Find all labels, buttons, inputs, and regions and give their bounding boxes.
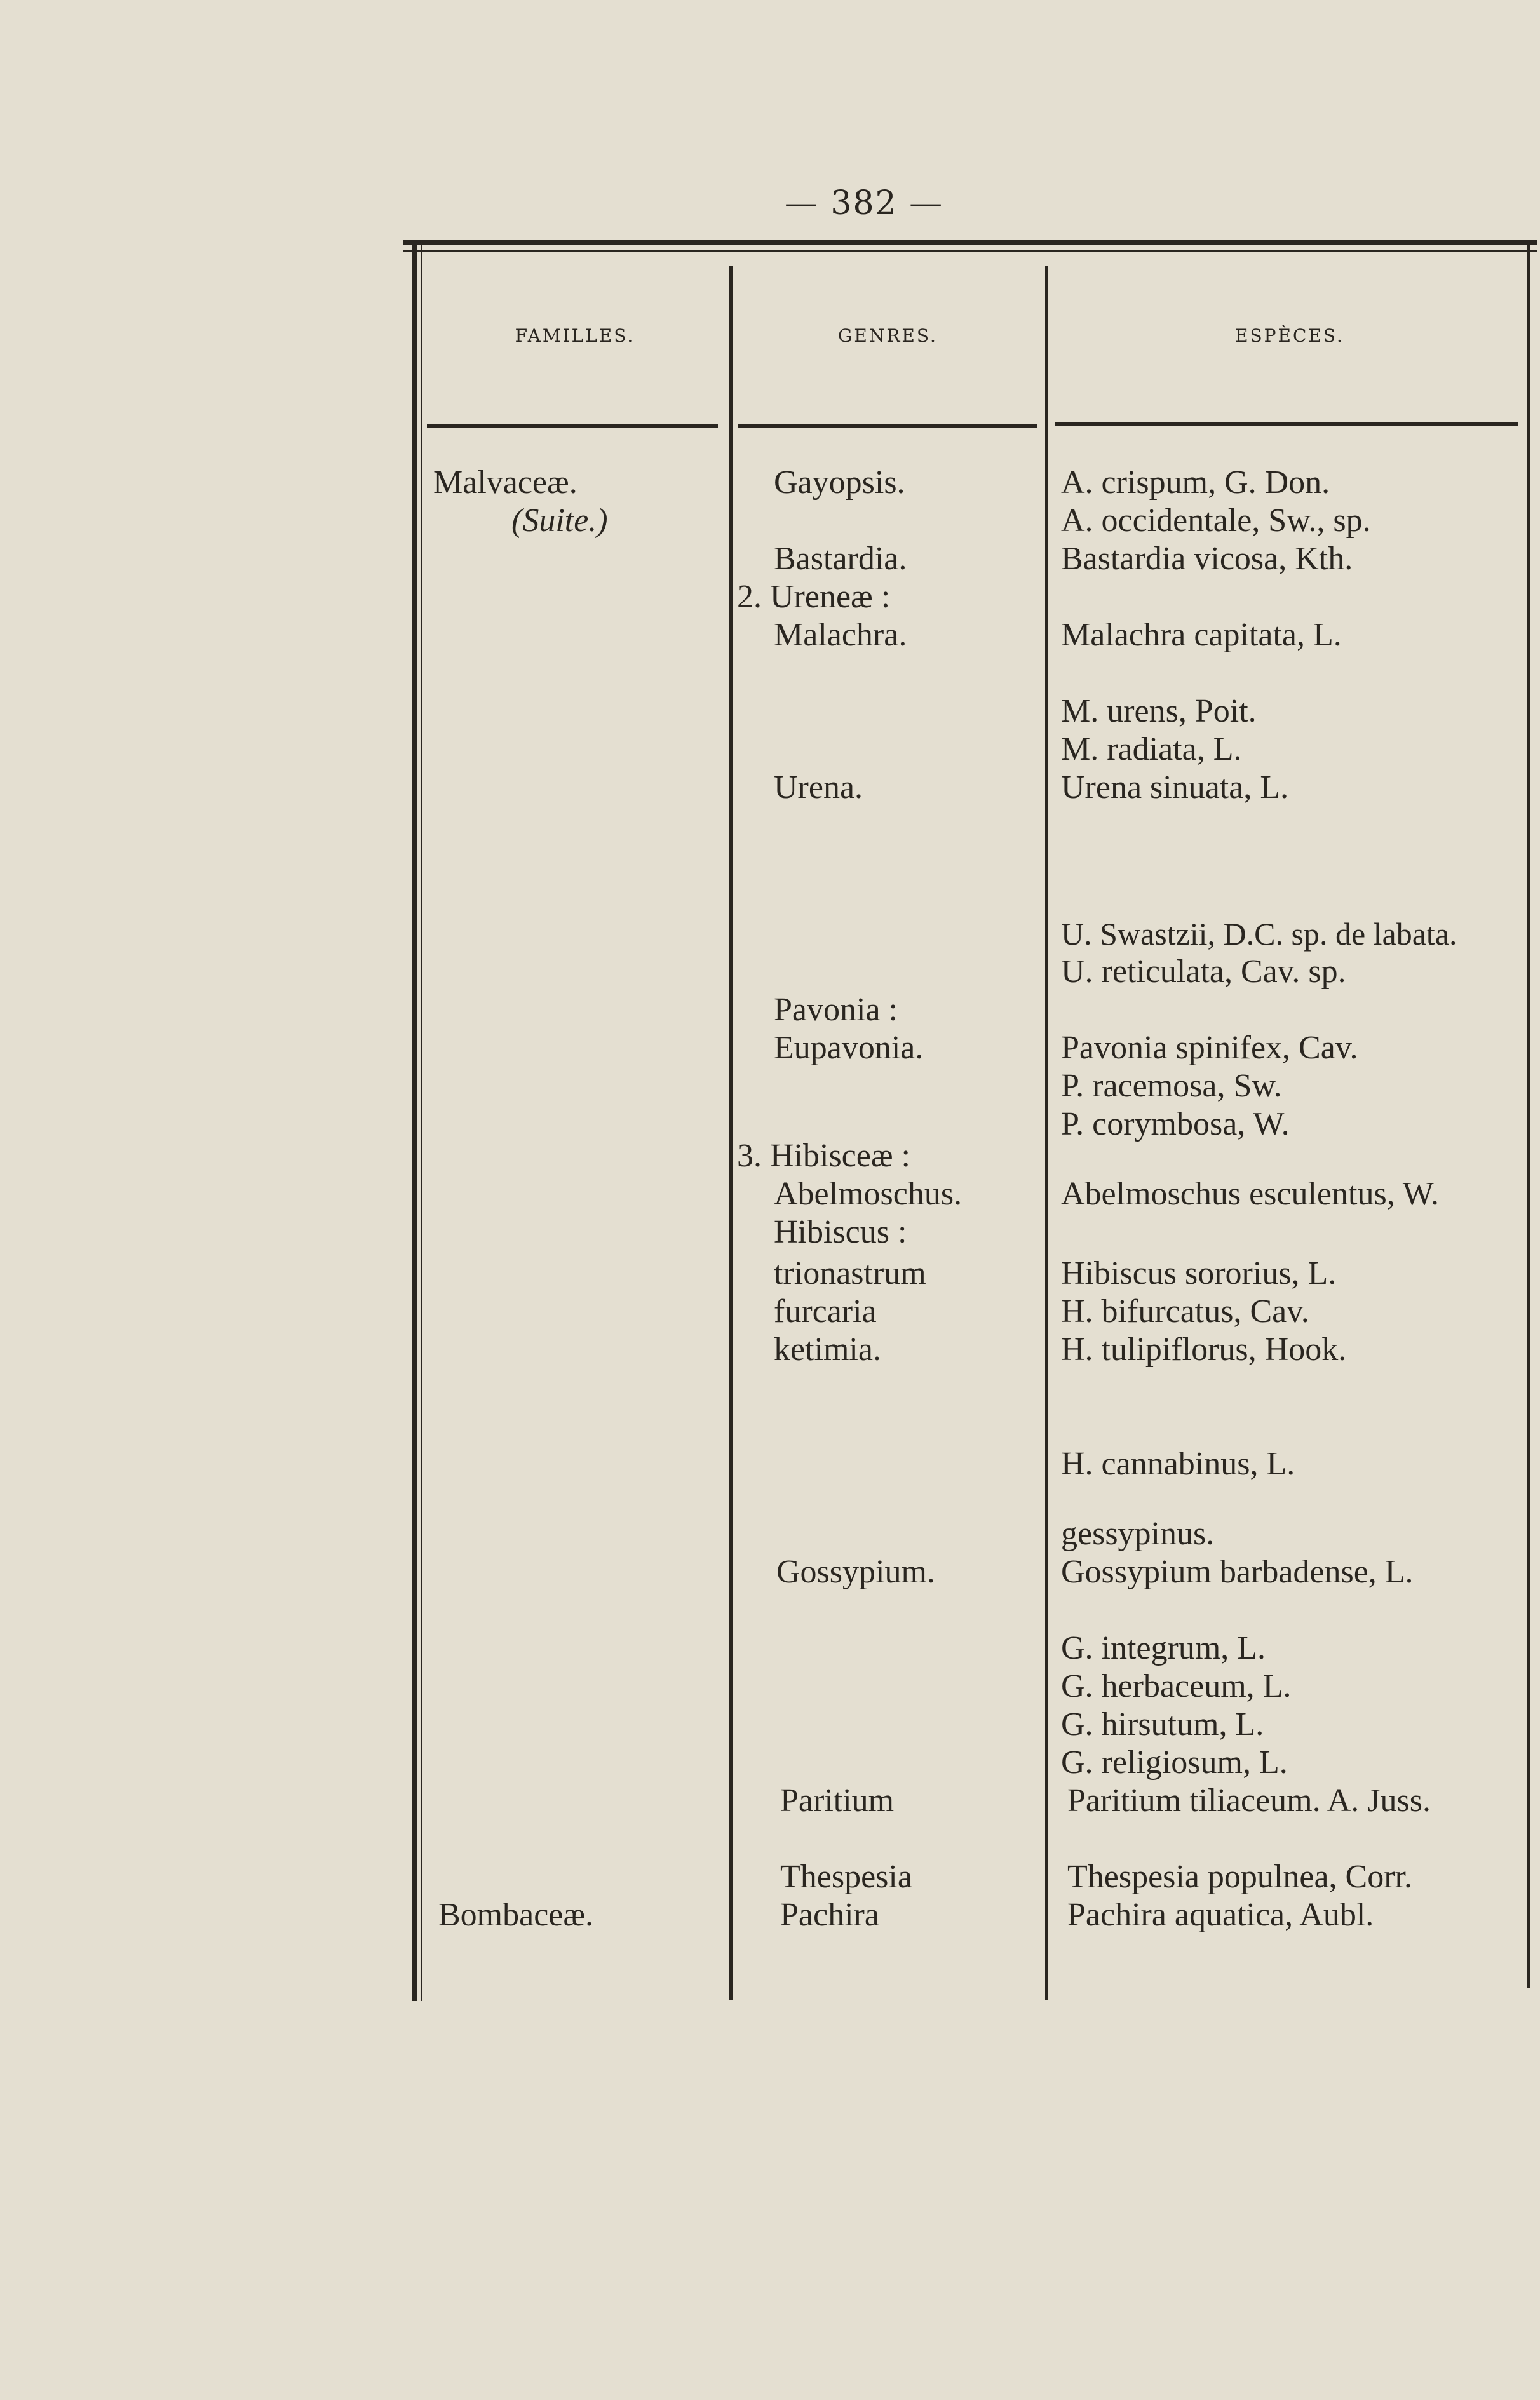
- species-name: A. occidentale, Sw., sp.: [1061, 502, 1371, 539]
- divider-2: [1045, 266, 1048, 2000]
- species-name: M. radiata, L.: [1061, 731, 1242, 767]
- divider-1: [729, 266, 733, 2000]
- genre-name: Malachra.: [774, 617, 907, 653]
- header-genres: GENRES.: [838, 325, 938, 346]
- header-rule-2: [738, 424, 1037, 428]
- page-number: — 382 —: [784, 184, 944, 222]
- species-name: U. Swastzii, D.C. sp. de labata.: [1061, 916, 1457, 952]
- family-name: Bombaceæ.: [438, 1897, 594, 1933]
- right-border: [1527, 241, 1530, 1988]
- header-especes: ESPÈCES.: [1235, 325, 1344, 346]
- top-rule: [403, 240, 1537, 245]
- genre-name: 2. Ureneæ :: [737, 579, 891, 615]
- genre-name: Pavonia :: [774, 992, 898, 1028]
- genre-name: Hibiscus :: [774, 1214, 907, 1250]
- species-name: G. hirsutum, L.: [1061, 1706, 1264, 1743]
- species-name: H. bifurcatus, Cav.: [1061, 1293, 1309, 1330]
- genre-name: ketimia.: [774, 1331, 881, 1368]
- genre-name: Pachira: [780, 1897, 879, 1933]
- header-familles: FAMILLES.: [515, 325, 635, 346]
- genre-name: Eupavonia.: [774, 1030, 924, 1066]
- genre-name: Bastardia.: [774, 541, 907, 577]
- header-rule-1: [427, 424, 718, 428]
- genre-name: furcaria: [774, 1293, 877, 1330]
- genre-name: Abelmoschus.: [774, 1176, 962, 1212]
- species-name: Gossypium barbadense, L.: [1061, 1554, 1414, 1590]
- species-name: M. urens, Poit.: [1061, 693, 1257, 729]
- species-name: Pachira aquatica, Aubl.: [1067, 1897, 1374, 1933]
- family-name: (Suite.): [511, 502, 608, 539]
- left-border-inner: [421, 241, 422, 2001]
- left-border: [412, 241, 417, 2001]
- species-name: G. integrum, L.: [1061, 1630, 1266, 1666]
- species-name: G. herbaceum, L.: [1061, 1668, 1292, 1704]
- species-name: Bastardia vicosa, Kth.: [1061, 541, 1353, 577]
- species-name: H. cannabinus, L.: [1061, 1446, 1295, 1482]
- family-name: Malvaceæ.: [433, 464, 578, 501]
- genre-name: Gossypium.: [776, 1554, 935, 1590]
- species-name: G. religiosum, L.: [1061, 1744, 1288, 1781]
- genre-name: Thespesia: [780, 1859, 912, 1895]
- species-name: P. racemosa, Sw.: [1061, 1068, 1282, 1104]
- top-rule-thin: [403, 250, 1537, 252]
- species-name: A. crispum, G. Don.: [1061, 464, 1330, 501]
- species-name: Paritium tiliaceum. A. Juss.: [1067, 1783, 1431, 1819]
- species-name: Pavonia spinifex, Cav.: [1061, 1030, 1358, 1066]
- species-name: Malachra capitata, L.: [1061, 617, 1342, 653]
- genre-name: Gayopsis.: [774, 464, 905, 501]
- species-name: Thespesia populnea, Corr.: [1067, 1859, 1412, 1895]
- genre-name: Urena.: [774, 769, 863, 806]
- genre-name: trionastrum: [774, 1255, 926, 1291]
- species-name: Urena sinuata, L.: [1061, 769, 1289, 806]
- genre-name: 3. Hibisceæ :: [737, 1138, 910, 1174]
- species-name: U. reticulata, Cav. sp.: [1061, 954, 1346, 990]
- species-name: gessypinus.: [1061, 1516, 1215, 1552]
- genre-name: Paritium: [780, 1783, 895, 1819]
- species-name: Abelmoschus esculentus, W.: [1061, 1176, 1440, 1212]
- species-name: H. tulipiflorus, Hook.: [1061, 1331, 1347, 1368]
- header-rule-3: [1055, 422, 1518, 426]
- species-name: Hibiscus sororius, L.: [1061, 1255, 1337, 1291]
- species-name: P. corymbosa, W.: [1061, 1106, 1290, 1142]
